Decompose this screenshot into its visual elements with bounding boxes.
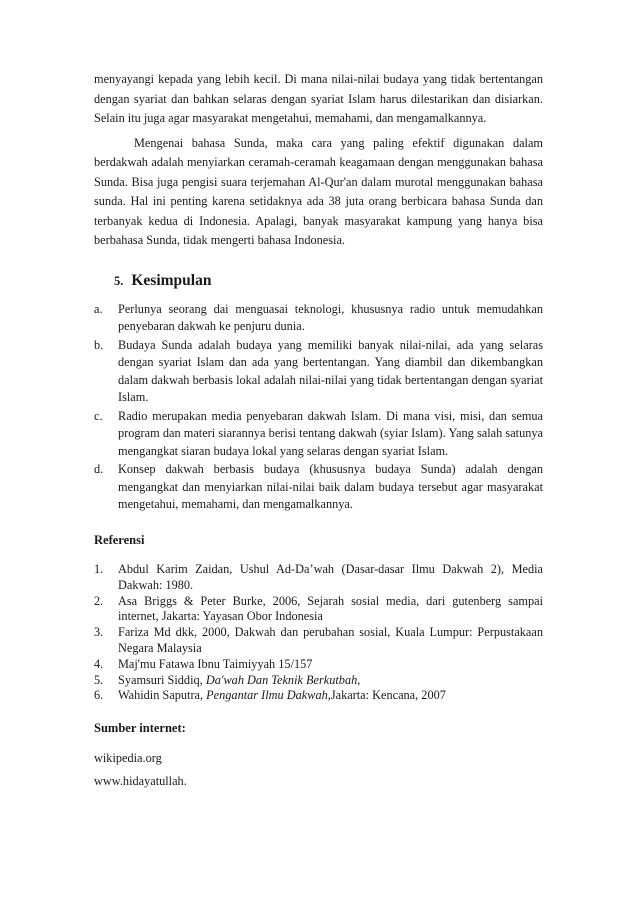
- references-heading: Referensi: [94, 532, 145, 547]
- reference-author: Syamsuri Siddiq,: [118, 672, 203, 687]
- conclusion-item-a: [94, 301, 543, 336]
- reference-author: Wahidin Saputra,: [118, 688, 204, 703]
- list-item-text: Perlunya seorang dai menguasai teknologi, khususnya radio untuk memudahkan penyebaran dakwah ke penjuru dunia.: [118, 301, 543, 333]
- conclusion-item-d: [94, 461, 543, 514]
- list-marker: 3.: [94, 625, 104, 640]
- conclusion-item-c: [94, 408, 543, 461]
- reference-item-3: [94, 625, 543, 657]
- reference-text: Asa Briggs & Peter Burke, 2006, Sejarah sosial media, dari gutenberg sampai internet, Jakarta: Yayasan Obor Indonesia: [118, 593, 543, 624]
- reference-text: Fariza Md dkk, 2000, Dakwah dan perubahan sosial, Kuala Lumpur: Perpustakaan Negara Malaysia: [118, 625, 543, 655]
- reference-item-5: [94, 673, 543, 689]
- reference-title: Da'wah Dan Teknik Berkutbah: [205, 672, 358, 687]
- list-marker: a.: [94, 301, 103, 316]
- reference-item-4: [94, 657, 543, 673]
- list-marker: 6.: [94, 688, 104, 703]
- conclusion-number: 5.: [114, 273, 124, 288]
- internet-source-1: wikipedia.org: [94, 750, 162, 765]
- list-marker: 4.: [94, 656, 104, 671]
- list-marker: 1.: [94, 562, 104, 576]
- reference-rest: ,Jakarta: Kencana, 2007: [327, 688, 446, 703]
- list-item-text: Konsep dakwah berbasis budaya (khususnya budaya Sunda) adalah dengan mengangkat dan menyiarkan nilai-nilai baik dalam budaya tersebut agar masyarakat mengetahui, memahami, dan mengamalkannya.: [118, 462, 543, 511]
- list-marker: d.: [94, 462, 104, 476]
- references-list: [94, 562, 543, 704]
- intro-paragraph-2: Mengenai bahasa Sunda, maka cara yang paling efektif digunakan dalam berdakwah adalah menyiarkan ceramah-ceramah keagamaan dengan menggunakan bahasa Sunda. Bisa juga pengisi suara terjemahan Al-Qur'an dalam murotal menggunakan bahasa sunda. Hal ini penting karena setidaknya ada 38 juta orang berbicara bahasa Sunda dan terbanyak kedua di Indonesia. Apalagi, banyak masyarakat kampung yang hanya bisa berbahasa Sunda, tidak mengerti bahasa Indonesia.: [94, 135, 543, 247]
- reference-text: Maj'mu Fatawa Ibnu Taimiyyah 15/157: [118, 656, 313, 671]
- list-item-text: Budaya Sunda adalah budaya yang memiliki banyak nilai-nilai, ada yang selaras dengan syariat Islam dan ada yang bertentangan. Yang diambil dan dikembangkan dalam dakwah berbasis lokal adalah nilai-nilai yang tidak bertentangan dengan syariat Islam.: [118, 337, 543, 404]
- document-page: [94, 70, 543, 796]
- intro-paragraph-1: menyayangi kepada yang lebih kecil. Di mana nilai-nilai budaya yang tidak bertentangan dengan syariat dan bahkan selaras dengan syariat Islam harus dilestarikan dan disiarkan. Selain itu juga agar masyarakat mengetahui, memahami, dan mengamalkannya.: [94, 72, 543, 125]
- conclusion-title: Kesimpulan: [131, 271, 212, 289]
- list-marker: 5.: [94, 672, 104, 687]
- list-marker: 2.: [94, 593, 104, 608]
- reference-rest: ,: [357, 672, 361, 687]
- reference-item-1: [94, 562, 543, 594]
- internet-source-2: www.hidayatullah.: [94, 774, 187, 789]
- list-marker: b.: [94, 337, 104, 352]
- conclusion-heading: [114, 270, 543, 292]
- reference-item-6: [94, 688, 543, 704]
- list-item-text: Radio merupakan media penyebaran dakwah Islam. Di mana visi, misi, dan semua program dan materi siarannya berisi tentang dakwah (syiar Islam). Yang salah satunya mengangkat siaran budaya lokal yang selaras dengan syariat Islam.: [118, 408, 543, 458]
- reference-item-2: [94, 594, 543, 626]
- internet-sources-heading: Sumber internet:: [94, 721, 186, 736]
- reference-title: Pengantar Ilmu Dakwah: [206, 688, 328, 703]
- reference-text: Abdul Karim Zaidan, Ushul Ad-Da’wah (Dasar-dasar Ilmu Dakwah 2), Media Dakwah: 1980.: [118, 562, 543, 592]
- list-marker: c.: [94, 408, 103, 423]
- conclusion-list: [94, 301, 543, 514]
- conclusion-item-b: [94, 337, 543, 407]
